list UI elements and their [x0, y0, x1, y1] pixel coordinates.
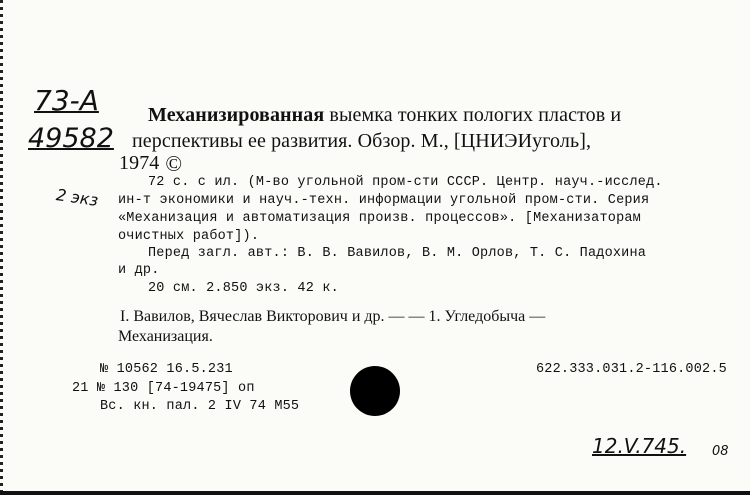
tracings-line-2: Механизация.	[118, 328, 213, 345]
punch-hole	[350, 366, 400, 416]
handwritten-call-number-2: 49582	[28, 123, 114, 154]
description-line-2: ин-т экономики и науч.-техн. информации угольной пром-сти. Серия	[118, 193, 650, 208]
handwritten-bottom-mark: 12.V.745.	[592, 434, 687, 458]
handwritten-copies-mark: 2 экз	[54, 185, 100, 210]
entry-title-rest: выемка тонких пологих пластов и	[324, 104, 622, 126]
entry-title-bold: Механизированная	[148, 104, 325, 126]
entry-year: 1974	[119, 152, 160, 174]
handwritten-call-number-1: 73-A	[34, 84, 99, 117]
description-line-1: 72 с. с ил. (М-во угольной пром-сти СССР. Центр. науч.-исслед.	[148, 175, 663, 190]
entry-title-line-1	[148, 104, 621, 127]
registry-line-3: Вс. кн. пал. 2 IV 74 М55	[100, 399, 300, 414]
format-line: 20 см. 2.850 экз. 42 к.	[148, 281, 339, 296]
card-left-edge	[0, 0, 3, 495]
udc-classification: 622.333.031.2-116.002.5	[536, 362, 727, 377]
description-line-3: «Механизация и автоматизация произв. процессов». [Механизаторам	[118, 211, 641, 226]
tracings-line-1: I. Вавилов, Вячеслав Викторович и др. — — 1. Угледобыча —	[120, 308, 546, 325]
registry-line-2: 21 № 130 [74-19475] оп	[72, 381, 255, 396]
card-bottom-edge	[0, 491, 750, 495]
entry-year-line	[119, 152, 182, 175]
registry-number: № 10562 16.5.231	[100, 362, 233, 377]
entry-title-line-2: перспективы ее развития. Обзор. М., [ЦНИЭИуголь],	[132, 130, 592, 152]
authors-line-2: и др.	[118, 263, 160, 278]
authors-line-1: Перед загл. авт.: В. В. Вавилов, В. М. Орлов, Т. С. Падохина	[148, 246, 647, 261]
copyright-icon: ©	[165, 151, 183, 176]
description-line-4: очистных работ]).	[118, 229, 260, 244]
handwritten-bottom-mark-small: 08	[712, 444, 729, 459]
